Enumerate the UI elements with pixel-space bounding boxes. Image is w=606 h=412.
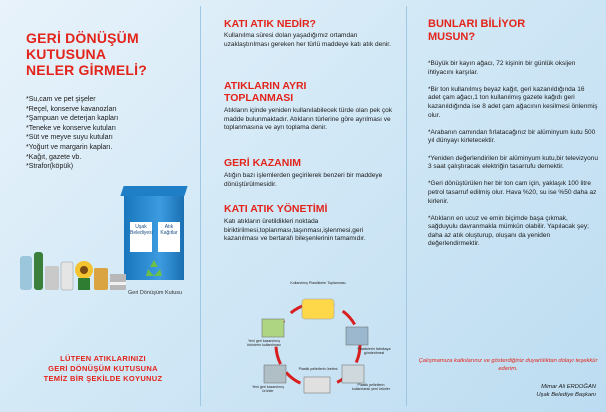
list-item: *Bir ton kullanılmış beyaz kağıt, geri kazanıldığında 16 adet çam ağacı,1 ton kullanılmış gazete kağıdı geri kazanıldığında ise 8 adet çam ağacının kesilmesi önlenmiş olur. bbox=[428, 85, 598, 119]
facts-list bbox=[428, 60, 598, 258]
left-title bbox=[26, 30, 196, 78]
cycle-label-bottom-right: Plastik pelletlerin kullanılarak yeni ürünler bbox=[352, 383, 390, 392]
recycling-bin-image bbox=[122, 186, 186, 282]
section-title-line-2: TOPLANMASI bbox=[224, 92, 294, 104]
list-item: *Kağıt, gazete vb. bbox=[26, 153, 82, 161]
middle-panel bbox=[200, 0, 406, 412]
call-to-action bbox=[8, 354, 198, 384]
list-item: *Geri dönüştürülen her bir ton cam için, yaklaşık 100 litre petrol tasarruf edilmiş olur. Hava %20, su ise %50 daha az kirlenir. bbox=[428, 180, 597, 205]
recyclables-list bbox=[26, 95, 196, 172]
list-item: *Strafor(köpük) bbox=[26, 163, 74, 171]
right-title-line-2: MUSUN? bbox=[428, 31, 476, 43]
section-title-solid-waste: KATI ATIK NEDİR? bbox=[224, 18, 316, 30]
section-body-solid-waste: Kullanılma süresi dolan yaşadığımız ortamdan uzaklaştırılması gereken her türlü maddeye katı atık denir. bbox=[224, 32, 391, 48]
call-line-3: TEMİZ BİR ŞEKİLDE KOYUNUZ bbox=[43, 374, 163, 383]
list-item: *Teneke ve konserve kutuları bbox=[26, 124, 116, 132]
section-body-separate-collection: Atıkların içinde yeniden kullanılabilecek türde olan pek çok madde bulunmaktadır. Atıkların türlerine göre ayrılması ve toplanmasına ve ayrı toplama denir. bbox=[224, 107, 393, 132]
list-item: *Süt ve meyve suyu kutuları bbox=[26, 134, 113, 142]
list-item: *Yoğurt ve margarin kapları. bbox=[26, 143, 113, 151]
bin-label-left: Uşak Belediyesi bbox=[130, 222, 152, 252]
bin-lid bbox=[120, 186, 187, 196]
cycle-label-right: Plastiklerin fabrikaya gönderilmesi bbox=[357, 347, 391, 356]
section-body-waste-management: Katı atıkların üretildikleri noktada biriktirilmesi,toplanması,taşınması,işlenmesi,geri kazanılması ve bertarafı bileşenlerinin tamamıdır. bbox=[224, 218, 366, 243]
cycle-label-top: Kullanılmış Plastiklerin Toplanması bbox=[290, 281, 346, 285]
section-title-separate-collection bbox=[224, 80, 306, 104]
left-title-line-2: KUTUSUNA bbox=[26, 46, 107, 62]
cycle-label-left: Yeni geri kazanılmış ürünler bbox=[251, 385, 285, 394]
section-title-recovery: GERİ KAZANIM bbox=[224, 157, 301, 169]
cycle-label-bottom: Plastik pelletlerin üretimi bbox=[298, 367, 338, 371]
left-title-line-1: GERİ DÖNÜŞÜM bbox=[26, 30, 139, 46]
bin-body bbox=[124, 196, 184, 280]
list-item: *Yeniden değerlendirilen bir alüminyum kutu,bir televizyonu 3 saat çalıştıracak elektriğin tasarrufu demektir. bbox=[428, 154, 598, 171]
list-item: *Büyük bir kayın ağacı, 72 kişinin bir günlük oksijen ihtiyacını karşılar. bbox=[428, 60, 576, 76]
list-item: *Atıkların en ucuz ve emin biçimde başa çıkmak, sağduyulu davranmakla mümkün olabilir. Yapılacak şey; daha az atık oluşturup, oluşanı da yeniden değerlendirmektir. bbox=[428, 214, 589, 248]
list-item: *Şampuan ve deterjan kapları bbox=[26, 115, 119, 123]
list-item: *Reçel, konserve kavanozları bbox=[26, 105, 117, 113]
section-body-recovery: Atığın bazı işlemlerden geçirilerek benzeri bir maddeye dönüştürülmesidir. bbox=[224, 172, 383, 188]
section-title-line-1: ATIKLARIN AYRI bbox=[224, 80, 307, 92]
signature-name: Mimar Ali ERDOĞAN bbox=[541, 384, 596, 390]
call-line-2: GERİ DÖNÜŞÜM KUTUSUNA bbox=[48, 364, 158, 373]
list-item: *Arabanın camından fırlatacağınız bir alüminyum kutu 500 yıl dünyayı kirletecektir. bbox=[428, 128, 596, 145]
thank-you-note: Çalışmamıza katkılarınız ve gösterdiğiniz duyarlılıktan dolayı teşekkür ederim. bbox=[418, 358, 598, 372]
waste-items-image bbox=[18, 248, 128, 292]
bin-caption: Geri Dönüşüm Kutusu bbox=[128, 290, 183, 296]
left-panel bbox=[0, 0, 200, 412]
recycle-icon bbox=[144, 258, 164, 278]
section-title-waste-management: KATI ATIK YÖNETİMİ bbox=[224, 203, 328, 215]
right-panel bbox=[406, 0, 606, 412]
recycling-cycle-diagram bbox=[242, 279, 394, 407]
signature bbox=[476, 384, 596, 399]
left-title-line-3: NELER GİRMELİ? bbox=[26, 62, 148, 78]
signature-role: Uşak Belediye Başkanı bbox=[536, 391, 596, 398]
call-line-1: LÜTFEN ATIKLARINIZI bbox=[60, 354, 146, 363]
right-title bbox=[428, 18, 525, 44]
cycle-label-left-top: Yeni geri kazanılmış ürünlerin kullanılması bbox=[247, 339, 281, 348]
right-title-line-1: BUNLARI BİLİYOR bbox=[428, 18, 526, 30]
list-item: *Su,cam ve pet şişeler bbox=[26, 96, 96, 103]
bin-label-right: Atık Kağıtlar bbox=[158, 222, 180, 252]
